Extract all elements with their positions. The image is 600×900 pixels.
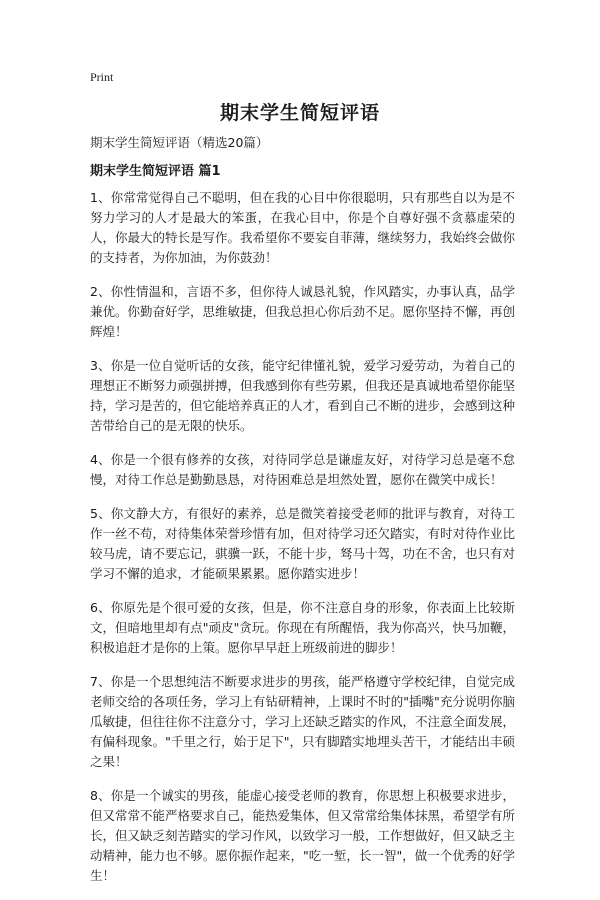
comment-paragraph: 5、你文静大方，有很好的素养，总是微笑着接受老师的批评与教育，对待工作一丝不苟，对待集体荣誉珍惜有加，但对待学习还欠踏实，有时对待作业比较马虎，请不要忘记，骐骥一跃，不能十步，驽马十驾，功在不舍，也只有对学习不懈的追求，才能硕果累累。愿你踏实进步！	[90, 506, 516, 581]
page-title: 期末学生简短评语	[219, 102, 380, 124]
comment-paragraph: 3、你是一位自觉听话的女孩，能守纪律懂礼貌，爱学习爱劳动，为着自己的理想正不断努力顽强拼搏，但我感到你有些劳累，但我还是真诚地希望你能坚持，学习是苦的，但它能培养真正的人才，看到自己不断的进步，会感到这种苦带给自己的是无限的快乐。	[90, 358, 516, 433]
print-label: Print	[90, 70, 114, 84]
document-body	[90, 188, 515, 900]
comment-paragraph: 8、你是一个诚实的男孩，能虚心接受老师的教育，你思想上积极要求进步，但又常常不能严格要求自己，能热爱集体，但又常常给集体抹黑，希望学有所长，但又缺乏刻苦踏实的学习作风，以致学习一般，工作想做好，但又缺乏主动精神，能力也不够。愿你振作起来，"吃一堑，长一智"，做一个优秀的好学生！	[90, 788, 516, 883]
comment-paragraph: 7、你是一个思想纯洁不断要求进步的男孩，能严格遵守学校纪律，自觉完成老师交给的各项任务，学习上有钻研精神，上课时不时的"插嘴"充分说明你脑瓜敏捷，但往往你不注意分寸，学习上还缺乏踏实的作风，不注意全面发展，有偏科现象。"千里之行，始于足下"，只有脚踏实地埋头苦干，才能结出丰硕之果！	[90, 674, 516, 769]
document-subtitle: 期末学生简短评语（精选20篇）	[90, 135, 269, 150]
comment-paragraph: 1、你常常觉得自己不聪明，但在我的心目中你很聪明，只有那些自以为是不努力学习的人才是最大的笨蛋，在我心目中，你是个自尊好强不贪慕虚荣的人，你最大的特长是写作。我希望你不要妄自菲薄，继续努力，我始终会做你的支持者，为你加油，为你鼓劲！	[90, 190, 516, 265]
comment-paragraph: 2、你性情温和，言语不多，但你待人诚恳礼貌，作风踏实，办事认真，品学兼优。你勤奋好学，思维敏捷，但我总担心你后劲不足。愿你坚持不懈，再创辉煌！	[90, 284, 516, 339]
comment-paragraph: 4、你是一个很有修养的女孩，对待同学总是谦虚友好，对待学习总是毫不怠慢，对待工作总是勤勤恳恳，对待困难总是坦然处置，愿你在微笑中成长！	[90, 452, 515, 487]
comment-paragraph: 6、你原先是个很可爱的女孩，但是，你不注意自身的形象，你表面上比较斯文，但暗地里却有点"顽皮"贪玩。你现在有所醒悟，我为你高兴，快马加鞭，积极追赶才是你的上策。愿你早早赶上班级前进的脚步！	[90, 600, 515, 655]
section-heading: 期末学生简短评语 篇1	[90, 164, 221, 179]
